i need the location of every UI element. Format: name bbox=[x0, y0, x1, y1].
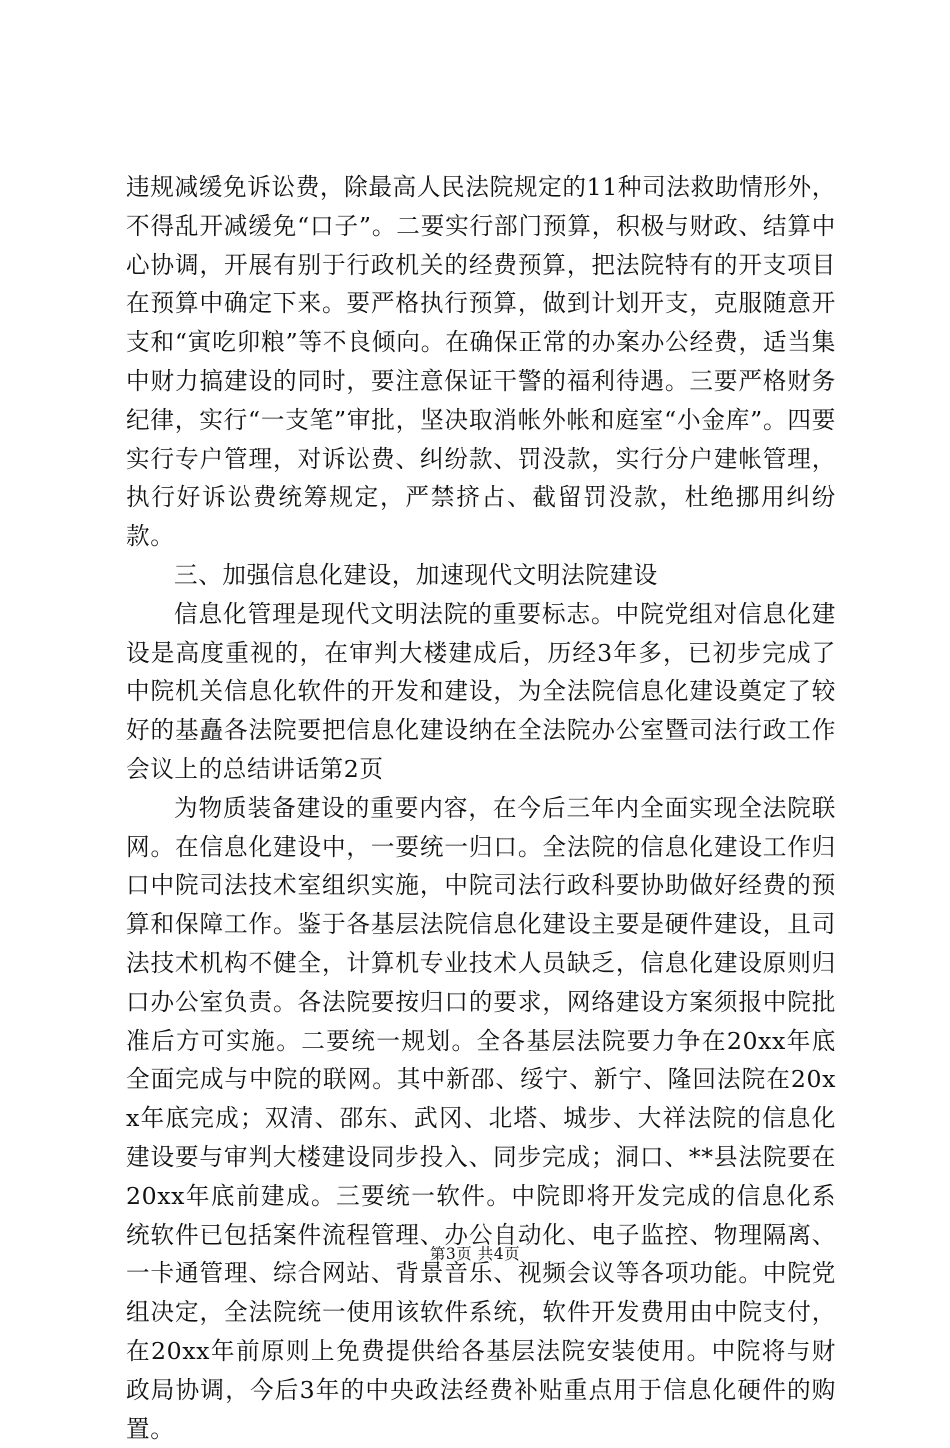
paragraph-budget-management: 违规减缓免诉讼费，除最高人民法院规定的11种司法救助情形外，不得乱开减缓免“口子”。二要实行部门预算，积极与财政、结算中心协调，开展有别于行政机关的经费预算，把法院特有的开支项目在预算中确定下来。要严格执行预算，做到计划开支，克服随意开支和“寅吃卯粮”等不良倾向。在确保正常的办案办公经费，适当集中财力搞建设的同时，要注意保证干警的福利待遇。三要严格财务纪律，实行“一支笔”审批，坚决取消帐外帐和庭室“小金库”。四要实行专户管理，对诉讼费、纠纷款、罚没款，实行分户建帐管理，执行好诉讼费统筹规定，严禁挤占、截留罚没款，杜绝挪用纠纷款。 bbox=[126, 173, 836, 551]
page-number-footer: 第3页 共4页 bbox=[429, 1245, 521, 1263]
section-heading-informatization: 三、加强信息化建设，加速现代文明法院建设 bbox=[174, 560, 658, 589]
paragraph-informatization-plan: 为物质装备建设的重要内容，在今后三年内全面实现全法院联网。在信息化建设中，一要统一归口。全法院的信息化建设工作归口中院司法技术室组织实施，中院司法行政科要协助做好经费的预算和保障工作。鉴于各基层法院信息化建设主要是硬件建设，且司法技术机构不健全，计算机专业技术人员缺乏，信息化建设原则归口办公室负责。各法院要按归口的要求，网络建设方案须报中院批准后方可实施。二要统一规划。全各基层法院要力争在20xx年底全面完成与中院的联网。其中新邵、绥宁、新宁、隆回法院在20xx年底完成；双清、邵东、武冈、北塔、城步、大祥法院的信息化建设要与审判大楼建设同步投入、同步完成；洞口、**县法院要在20xx年底前建成。三要统一软件。中院即将开发完成的信息化系统软件已包括案件流程管理、办公自动化、电子监控、物理隔离、一卡通管理、综合网站、背景音乐、视频会议等各项功能。中院党组决定，全法院统一使用该软件系统，软件开发费用由中院支付，在20xx年前原则上免费提供给各基层法院安装使用。中院将与财政局协调，今后3年的中央政法经费补贴重点用于信息化硬件的购置。 bbox=[126, 793, 836, 1443]
paragraph-informatization-intro: 信息化管理是现代文明法院的重要标志。中院党组对信息化建设是高度重视的，在审判大楼建成后，历经3年多，已初步完成了中院机关信息化软件的开发和建设，为全法院信息化建设奠定了较好的基矗各法院要把信息化建设纳在全法院办公室暨司法行政工作会议上的总结讲话第2页 bbox=[126, 599, 836, 783]
